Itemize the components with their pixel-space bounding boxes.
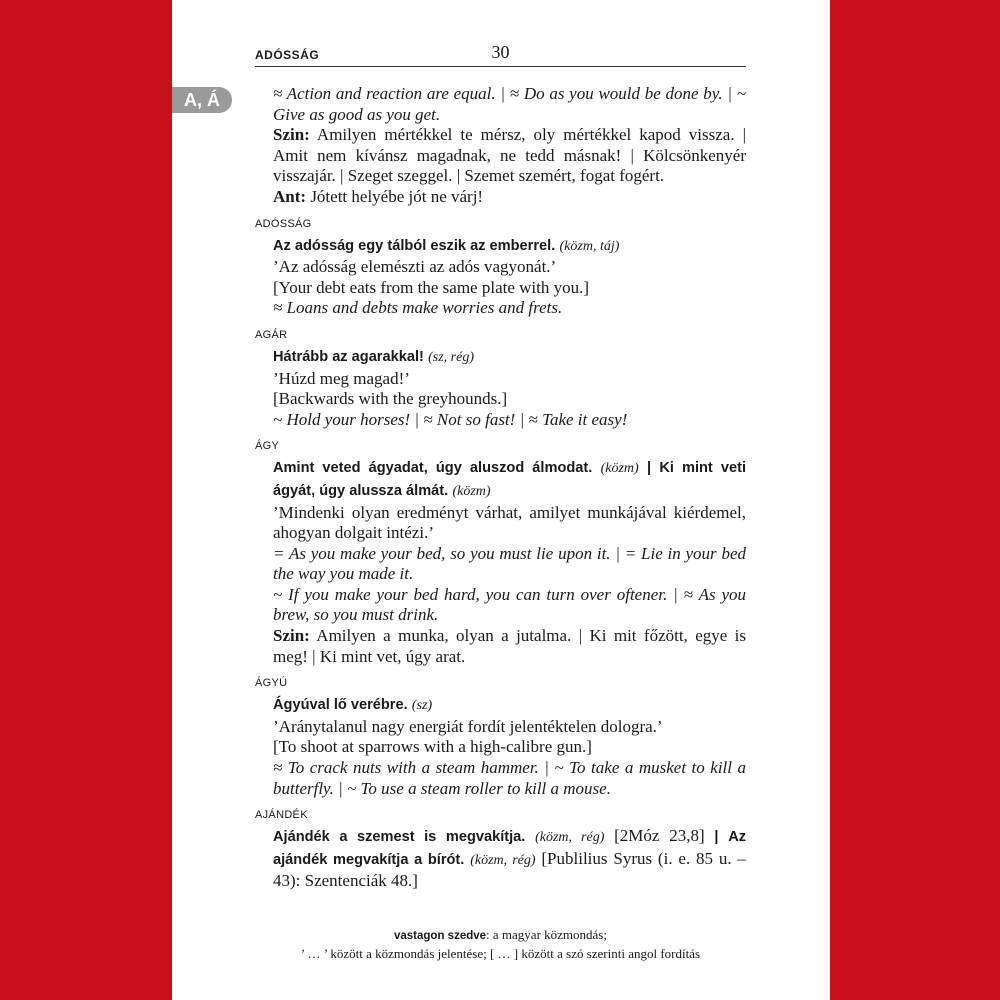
page-legend — [255, 926, 746, 963]
proverb: Ki mint veti ágyát, úgy alussza álmát. — [273, 460, 746, 499]
usage-note: (közm, rég) — [535, 830, 605, 846]
page-number: 30 — [491, 42, 510, 62]
usage-note: (sz, rég) — [428, 349, 475, 365]
antonym-label: Ant: — [273, 186, 307, 206]
bible-reference: [2Móz 23,8] — [614, 826, 705, 846]
entry-continuation — [255, 84, 746, 208]
legend-bold-desc: : a magyar közmondás; — [486, 927, 607, 942]
synonyms-text: Amilyen a munka, olyan a jutalma. | Ki mit főzött, egye is meg! | Ki mint vet, úgy arat. — [273, 626, 747, 666]
running-header — [255, 44, 746, 67]
proverb-line — [273, 235, 746, 258]
meaning: ’Húzd meg magad!’ — [273, 368, 410, 388]
entry-agar — [255, 328, 746, 430]
english-equivalents: ~ Hold your horses! | ≈ Not so fast! | ≈ Take it easy! — [273, 409, 628, 429]
entry-headword: ADÓSSÁG — [255, 217, 312, 230]
entry-adossag — [255, 217, 746, 319]
entry-body — [255, 826, 746, 892]
entry-body — [255, 694, 746, 799]
proverb: Az adósság egy tálból eszik az emberrel. — [273, 237, 556, 254]
legend-bold-term: vastagon szedve — [394, 930, 487, 942]
usage-note: (közm) — [600, 461, 639, 477]
usage-note: (sz) — [411, 698, 433, 714]
proverb-line — [273, 826, 746, 892]
meaning: ’Aránytalanul nagy energiát fordít jelentéktelen dologra.’ — [273, 716, 663, 736]
literal-translation: [Backwards with the greyhounds.] — [273, 389, 508, 409]
entry-agy — [255, 439, 746, 667]
entry-headword: AJÁNDÉK — [255, 809, 308, 822]
legend-line-2: ’ … ’ között a közmondás jelentése; [ … ] között a szó szerinti angol fordítás — [300, 946, 701, 961]
meaning: ’Az adósság elemészti az adós vagyonát.’ — [273, 257, 557, 277]
proverb: Amint veted ágyadat, úgy aluszod álmodat. — [273, 460, 593, 477]
proverb: Az ajándék megvakítja a bírót. — [273, 829, 747, 868]
synonyms-line — [273, 626, 746, 667]
proverb: Ajándék a szemest is megvakítja. — [273, 829, 526, 846]
separator: | — [646, 460, 652, 477]
proverb-line — [273, 346, 746, 369]
entry-headword: ÁGY — [255, 440, 280, 453]
proverb-line — [273, 457, 746, 502]
proverb: Hátrább az agarakkal! — [273, 348, 424, 365]
english-equivalents: ≈ Loans and debts make worries and frets. — [273, 298, 563, 318]
entry-body — [255, 346, 746, 430]
entry-headword: ÁGYÚ — [255, 677, 288, 690]
antonym-line — [273, 187, 746, 208]
source-citation: [Publilius Syrus (i. e. 85 u. – 43): Szentenciák 48.] — [273, 848, 746, 891]
antonym-text: Jótett helyébe jót ne várj! — [310, 186, 484, 206]
synonyms-label: Szin: — [273, 626, 310, 646]
letter-index-tab[interactable]: A, Á — [172, 87, 232, 113]
proverb: Ágyúval lő verébre. — [273, 697, 408, 714]
usage-note: (közm) — [452, 483, 491, 499]
meaning: ’Mindenki olyan eredményt várhat, amilyet munkájával kiérdemel, ahogyan dolgait intézi.’ — [273, 502, 746, 543]
entry-body — [255, 457, 746, 667]
literal-translation: [To shoot at sparrows with a high-calibre gun.] — [273, 737, 592, 757]
header-word: ADÓSSÁG — [255, 48, 320, 62]
entry-body — [255, 235, 746, 319]
separator: | — [714, 829, 719, 846]
synonyms-label: Szin: — [273, 125, 310, 145]
english-equivalents: ≈ Action and reaction are equal. | ≈ Do as you would be done by. | ~ Give as good as you get. — [273, 84, 746, 124]
english-equivalents: = As you make your bed, so you must lie upon it. | = Lie in your bed the way you made it. — [273, 543, 746, 584]
page-content — [255, 84, 746, 892]
usage-note: (közm, táj) — [559, 238, 620, 254]
english-equivalents: ~ If you make your bed hard, you can turn over oftener. | ≈ As you brew, so you must drink. — [273, 584, 746, 625]
literal-translation: [Your debt eats from the same plate with you.] — [273, 277, 590, 297]
entry-agyu — [255, 676, 746, 799]
entry-ajandek — [255, 808, 746, 892]
entry-headword: AGÁR — [255, 328, 288, 341]
legend-line-1 — [255, 926, 746, 945]
entry-body — [255, 84, 746, 208]
synonyms-text: Amilyen mértékkel te mérsz, oly mértékkel kapod vissza. | Amit nem kívánsz magadnak, ne tedd másnak! | Kölcsönkenyér visszajár. | Szeget szeggel. | Szemet szemért, fogat fogért. — [273, 125, 746, 186]
usage-note: (közm, rég) — [470, 852, 536, 868]
proverb-line — [273, 694, 746, 717]
synonyms-line — [273, 125, 746, 187]
english-equivalents: ≈ To crack nuts with a steam hammer. | ~ To take a musket to kill a butterfly. | ~ To use a steam roller to kill a mouse. — [273, 758, 746, 798]
